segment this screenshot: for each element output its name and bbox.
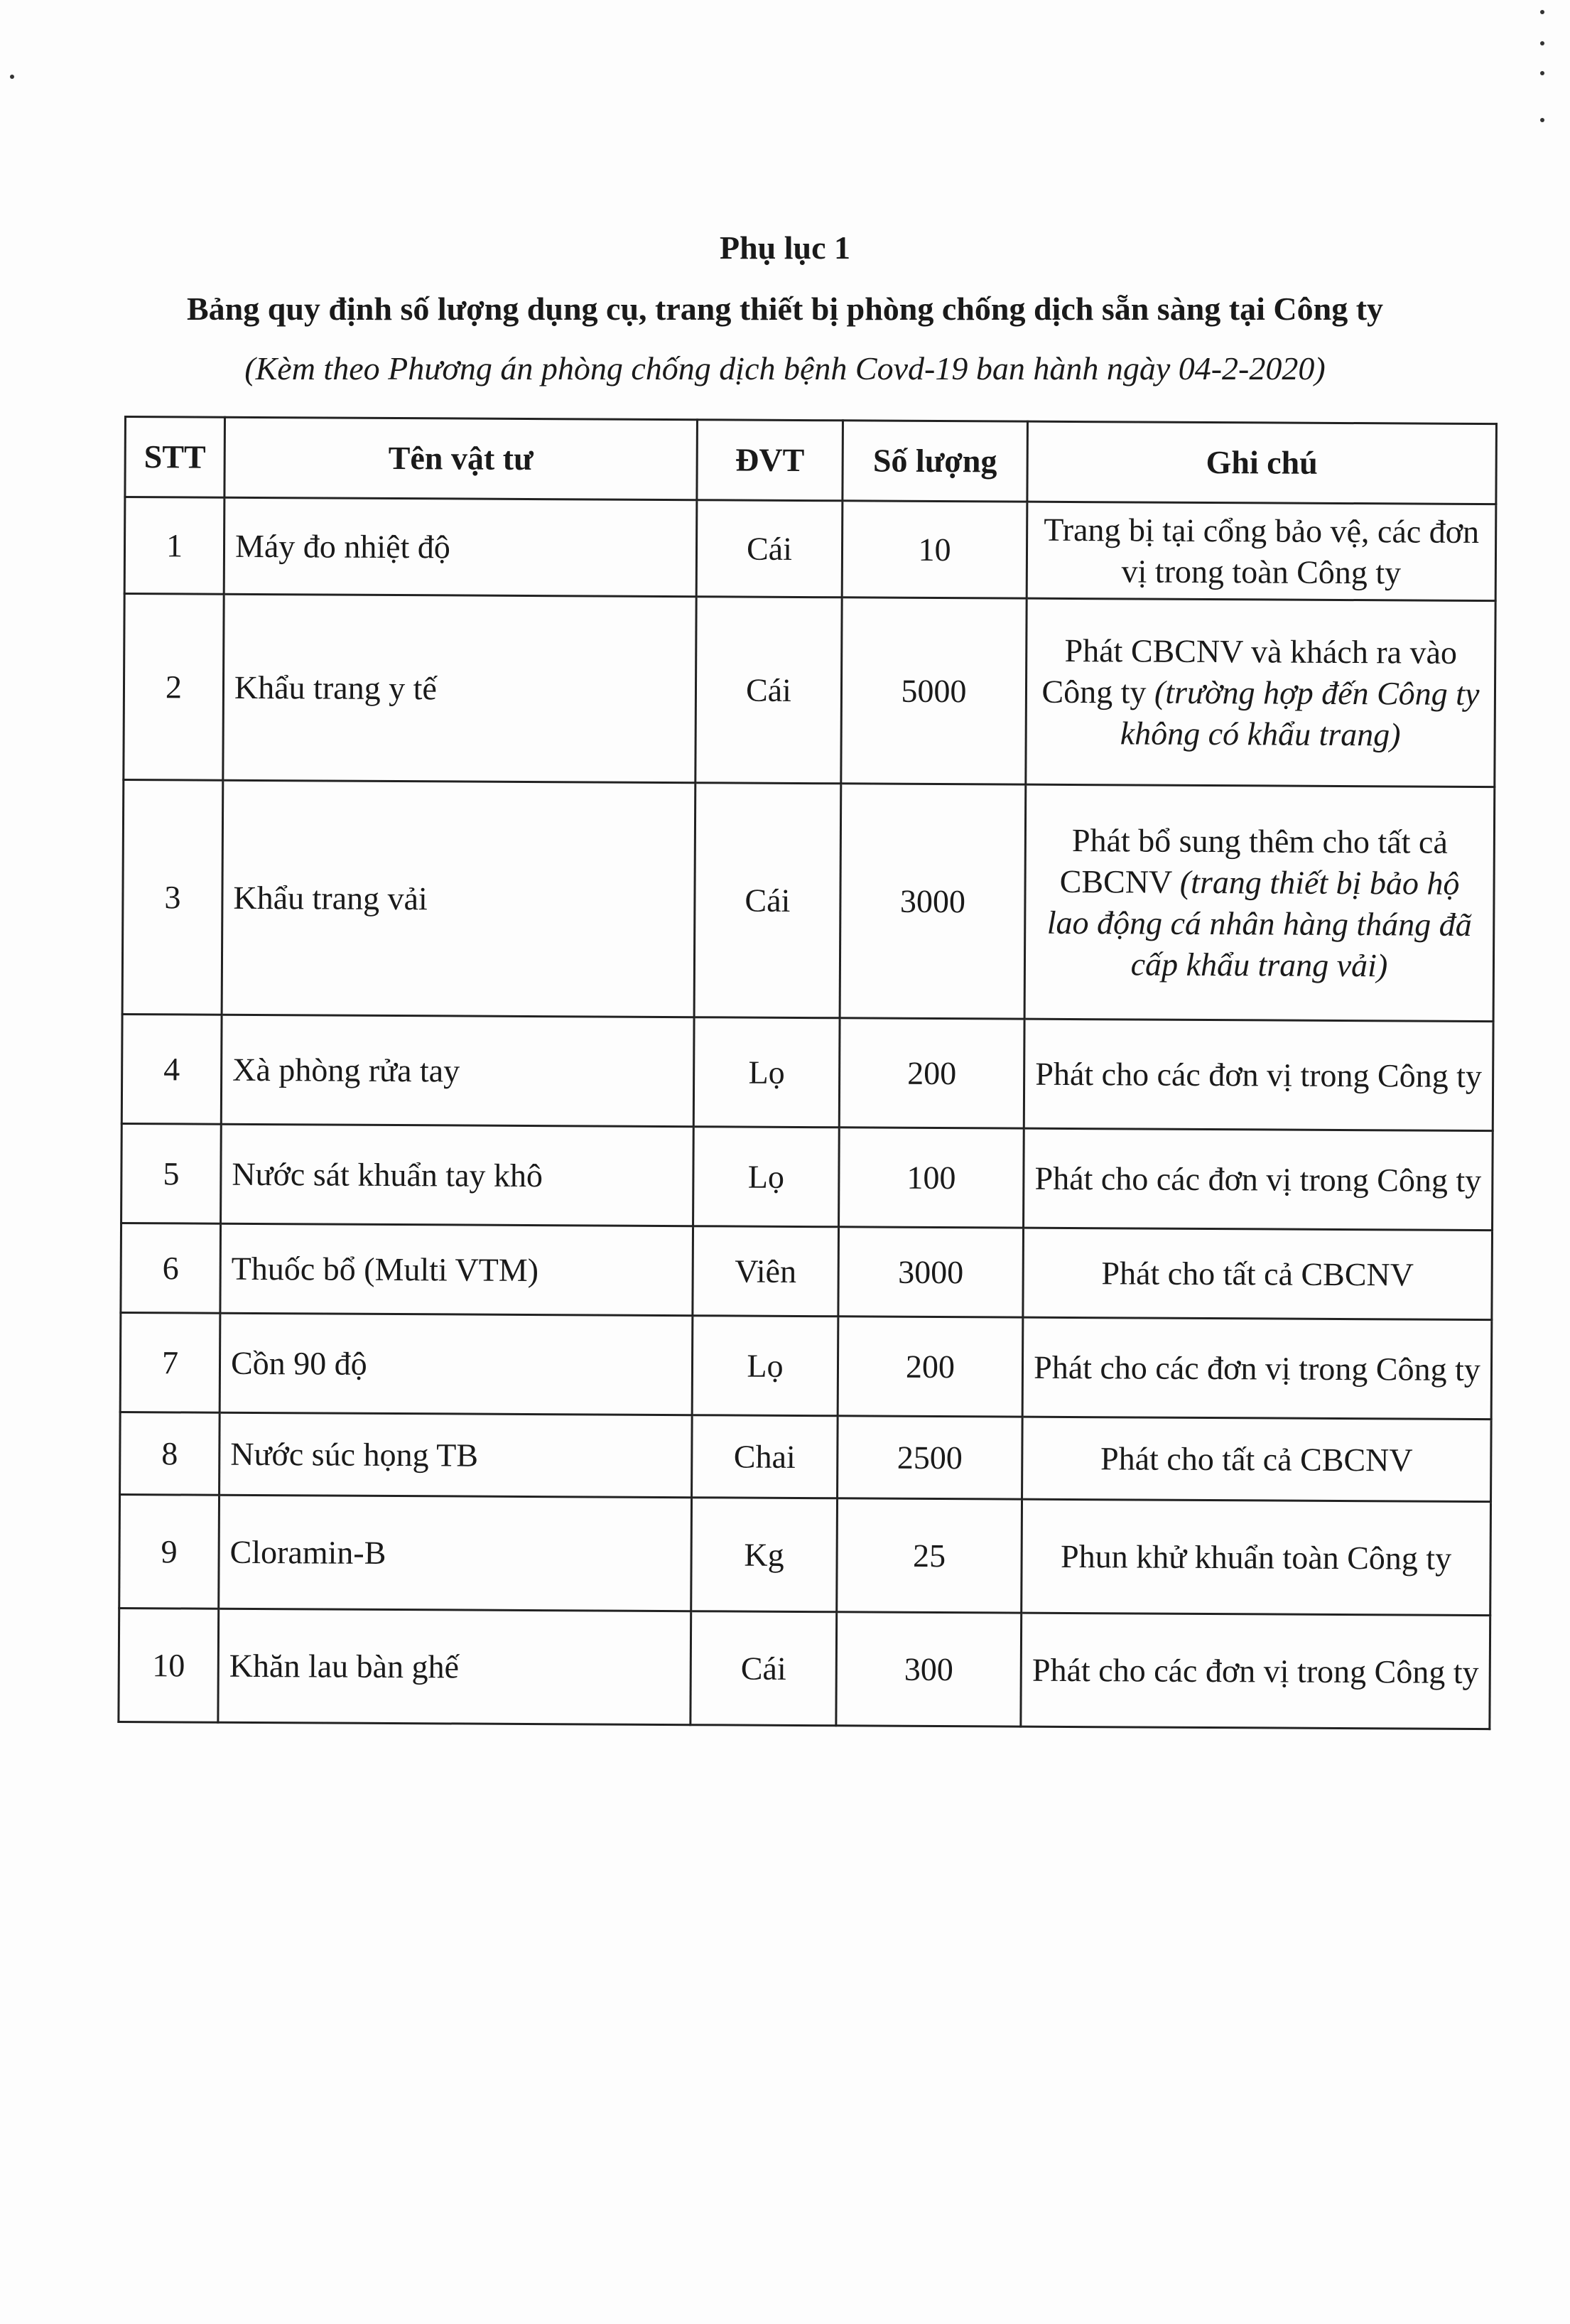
cell-qty: 3000 <box>838 1227 1024 1317</box>
cell-unit: Cái <box>694 783 841 1018</box>
cell-qty: 2500 <box>838 1416 1023 1499</box>
cell-name: Cloramin-B <box>219 1495 692 1611</box>
header-note: Ghi chú <box>1027 421 1497 504</box>
equipment-table <box>117 416 1498 1730</box>
cell-qty: 100 <box>839 1128 1024 1228</box>
note-text: Phát bổ sung thêm cho tất cả CBCNV <box>1059 821 1448 900</box>
table-row <box>120 1412 1492 1501</box>
cell-name: Khăn lau bàn ghế <box>218 1609 691 1724</box>
cell-note <box>1022 1417 1492 1501</box>
cell-name: Thuốc bổ (Multi VTM) <box>220 1223 693 1315</box>
table-row <box>121 1014 1493 1130</box>
cell-qty: 5000 <box>841 598 1027 784</box>
note-text: Phát cho tất cả CBCNV <box>1101 1254 1414 1293</box>
table-row <box>119 1494 1491 1615</box>
header-stt: STT <box>125 417 225 498</box>
cell-note <box>1022 1317 1492 1419</box>
note-text: Phát cho các đơn vị trong Công ty <box>1032 1651 1479 1690</box>
cell-unit: Kg <box>691 1498 838 1612</box>
cell-name: Nước súc họng TB <box>220 1412 693 1497</box>
cell-stt: 10 <box>119 1608 219 1722</box>
cell-stt: 6 <box>121 1223 221 1313</box>
document-subtitle: Bảng quy định số lượng dụng cụ, trang thiết bị phòng chống dịch sẵn sàng tại Công ty <box>186 291 1384 327</box>
cell-name: Khẩu trang y tế <box>223 594 696 782</box>
note-text: Phát cho các đơn vị trong Công ty <box>1034 1349 1480 1388</box>
table-row <box>121 1223 1493 1319</box>
cell-unit: Viên <box>693 1226 839 1317</box>
cell-stt: 5 <box>121 1123 222 1223</box>
cell-stt: 3 <box>122 780 223 1015</box>
cell-note <box>1022 1499 1491 1615</box>
cell-stt: 2 <box>124 594 224 781</box>
scan-speck <box>1540 118 1544 122</box>
cell-qty: 200 <box>839 1018 1024 1128</box>
cell-qty: 200 <box>838 1317 1023 1417</box>
scan-speck <box>1540 10 1544 14</box>
note-text: Phát cho tất cả CBCNV <box>1100 1439 1413 1479</box>
cell-unit: Lọ <box>693 1127 840 1227</box>
document-title: Phụ lục 1 <box>719 229 851 266</box>
cell-stt: 1 <box>124 497 224 595</box>
table-row <box>124 497 1496 601</box>
note-text: Trang bị tại cổng bảo vệ, các đơn vị trong toàn Công ty <box>1044 511 1480 590</box>
scan-speck <box>1540 41 1544 45</box>
cell-name: Xà phòng rửa tay <box>221 1015 694 1126</box>
header-unit: ĐVT <box>697 420 843 501</box>
cell-note <box>1021 1613 1490 1729</box>
cell-stt: 8 <box>120 1412 220 1495</box>
table-row <box>122 780 1495 1022</box>
scan-speck <box>1540 71 1544 75</box>
cell-note <box>1026 598 1495 787</box>
note-italic: (trang thiết bị bảo hộ lao động cá nhân hàng tháng đã cấp khẩu trang vải) <box>1046 863 1472 983</box>
cell-stt: 9 <box>119 1494 220 1609</box>
cell-name: Nước sát khuẩn tay khô <box>221 1124 694 1226</box>
cell-unit: Chai <box>692 1415 838 1498</box>
cell-note <box>1027 502 1496 600</box>
cell-stt: 4 <box>121 1014 222 1124</box>
document-note: (Kèm theo Phương án phòng chống dịch bệnh Covd-19 ban hành ngày 04-2-2020) <box>244 350 1326 387</box>
cell-unit: Lọ <box>693 1017 840 1128</box>
table-row <box>120 1312 1492 1419</box>
note-text: Phát CBCNV và khách ra vào Công ty <box>1041 632 1458 710</box>
note-italic: (trường hợp đến Công ty không có khẩu trang) <box>1120 674 1480 752</box>
scan-speck <box>10 75 14 79</box>
cell-unit: Cái <box>695 597 842 784</box>
note-text: Phun khử khuẩn toàn Công ty <box>1060 1537 1452 1577</box>
header-name: Tên vật tư <box>224 417 698 499</box>
table-row <box>121 1123 1493 1230</box>
cell-note <box>1024 784 1495 1021</box>
cell-qty: 10 <box>842 501 1027 598</box>
cell-qty: 25 <box>837 1498 1022 1613</box>
cell-qty: 300 <box>836 1612 1022 1726</box>
cell-unit: Cái <box>696 500 843 598</box>
note-text: Phát cho các đơn vị trong Công ty <box>1035 1055 1483 1094</box>
cell-qty: 3000 <box>840 784 1026 1019</box>
cell-stt: 7 <box>120 1312 220 1412</box>
cell-note <box>1024 1128 1493 1230</box>
cell-name: Khẩu trang vải <box>222 780 695 1017</box>
table-row <box>124 594 1495 787</box>
cell-name: Cồn 90 độ <box>220 1313 693 1415</box>
note-text: Phát cho các đơn vị trong Công ty <box>1034 1160 1482 1199</box>
cell-note <box>1023 1228 1493 1319</box>
cell-name: Máy đo nhiệt độ <box>224 497 697 596</box>
cell-unit: Lọ <box>692 1316 838 1416</box>
table-row <box>119 1608 1490 1729</box>
cell-unit: Cái <box>691 1611 837 1726</box>
cell-note <box>1024 1019 1493 1130</box>
header-qty: Số lượng <box>843 421 1028 502</box>
table-header-row <box>125 417 1497 504</box>
